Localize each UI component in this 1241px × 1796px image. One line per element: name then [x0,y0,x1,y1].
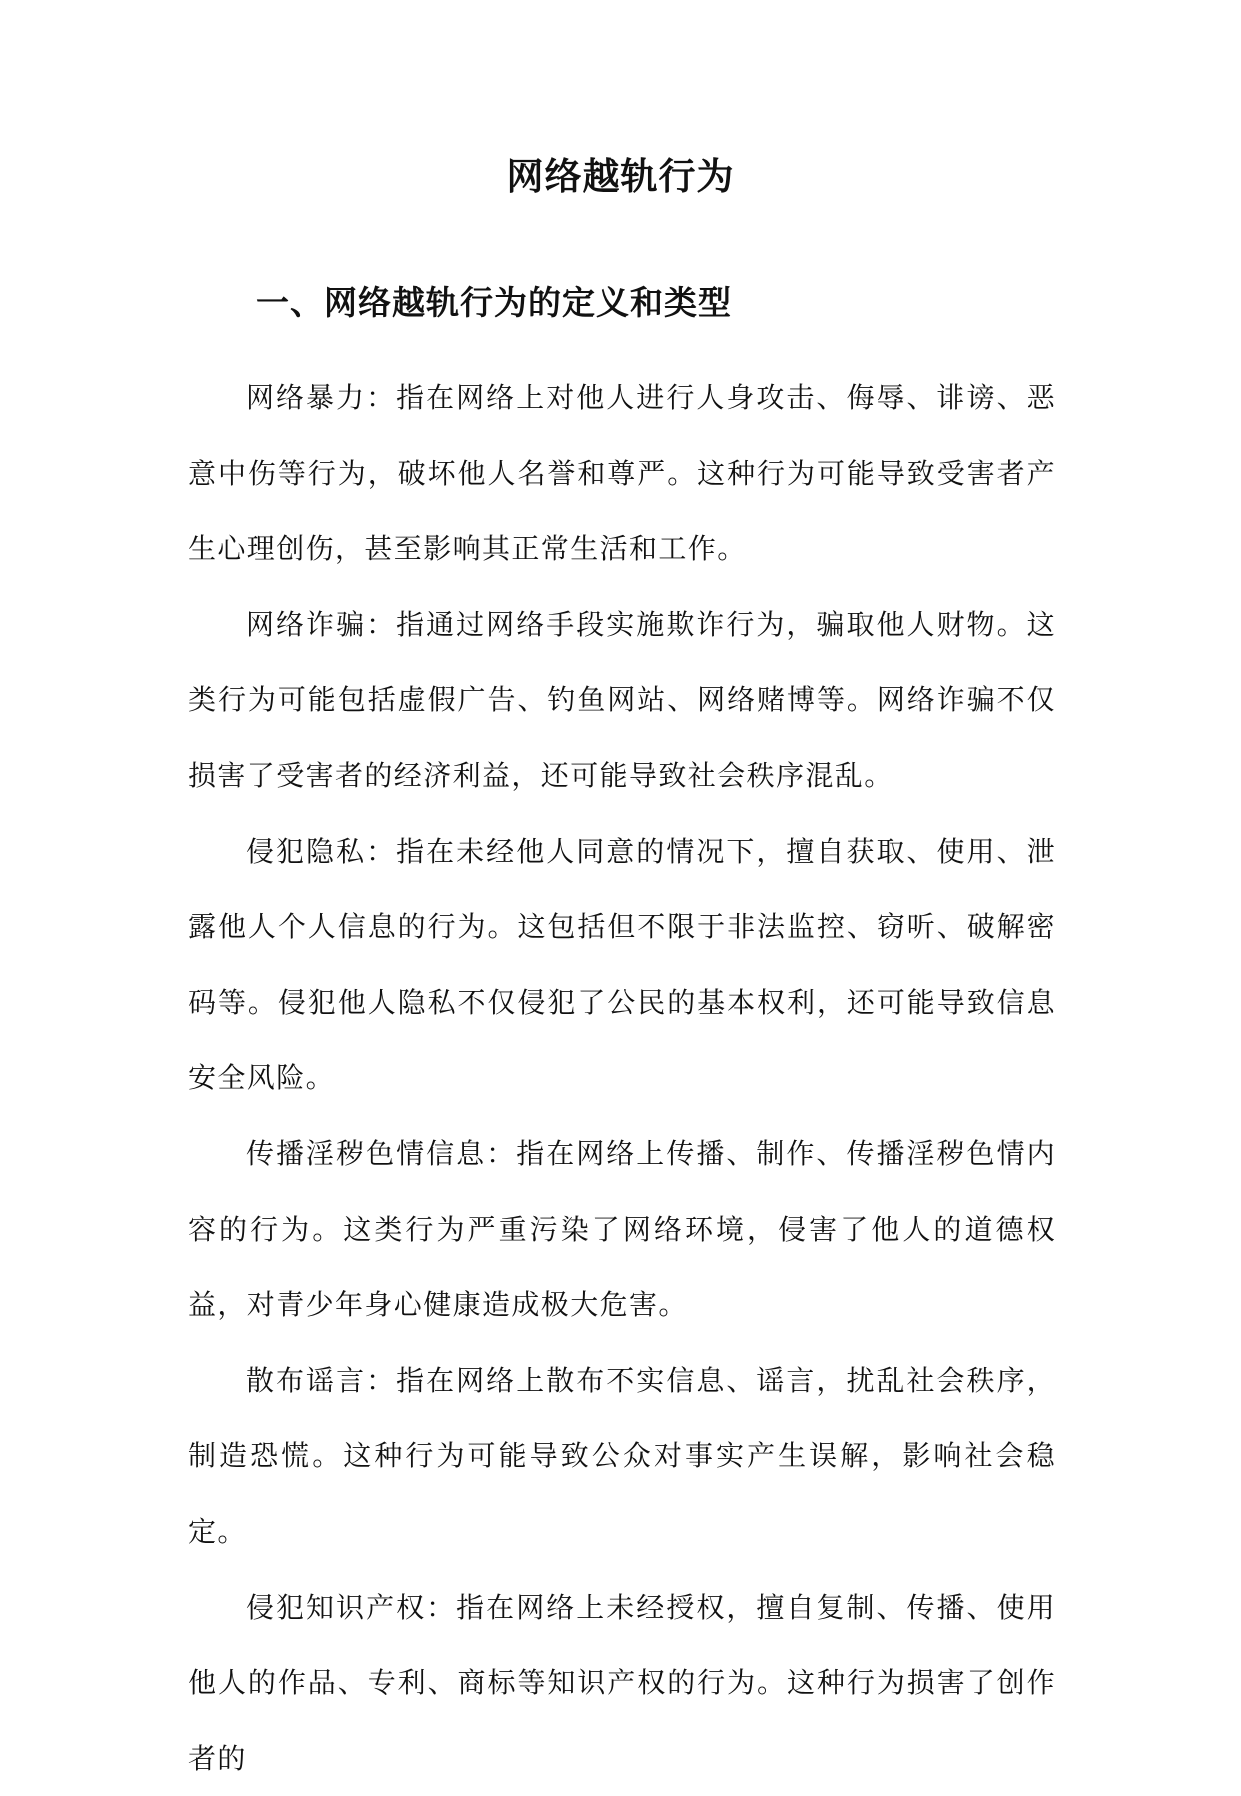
paragraph-obscene-content: 传播淫秽色情信息：指在网络上传播、制作、传播淫秽色情内容的行为。这类行为严重污染了网络环境，侵害了他人的道德权益，对青少年身心健康造成极大危害。 [188,1116,1056,1343]
document-title: 网络越轨行为 [0,146,1241,206]
paragraph-cyber-violence: 网络暴力：指在网络上对他人进行人身攻击、侮辱、诽谤、恶意中伤等行为，破坏他人名誉和尊严。这种行为可能导致受害者产生心理创伤，甚至影响其正常生活和工作。 [188,360,1056,587]
document-body [188,360,1056,1796]
section-heading: 一、网络越轨行为的定义和类型 [256,278,732,328]
paragraph-ip-infringement: 侵犯知识产权：指在网络上未经授权，擅自复制、传播、使用他人的作品、专利、商标等知识产权的行为。这种行为损害了创作者的 [188,1570,1056,1796]
paragraph-rumors: 散布谣言：指在网络上散布不实信息、谣言，扰乱社会秩序，制造恐慌。这种行为可能导致公众对事实产生误解，影响社会稳定。 [188,1343,1056,1570]
paragraph-privacy-invasion: 侵犯隐私：指在未经他人同意的情况下，擅自获取、使用、泄露他人个人信息的行为。这包括但不限于非法监控、窃听、破解密码等。侵犯他人隐私不仅侵犯了公民的基本权利，还可能导致信息安全风险。 [188,814,1056,1116]
paragraph-online-fraud: 网络诈骗：指通过网络手段实施欺诈行为，骗取他人财物。这类行为可能包括虚假广告、钓鱼网站、网络赌博等。网络诈骗不仅损害了受害者的经济利益，还可能导致社会秩序混乱。 [188,587,1056,814]
